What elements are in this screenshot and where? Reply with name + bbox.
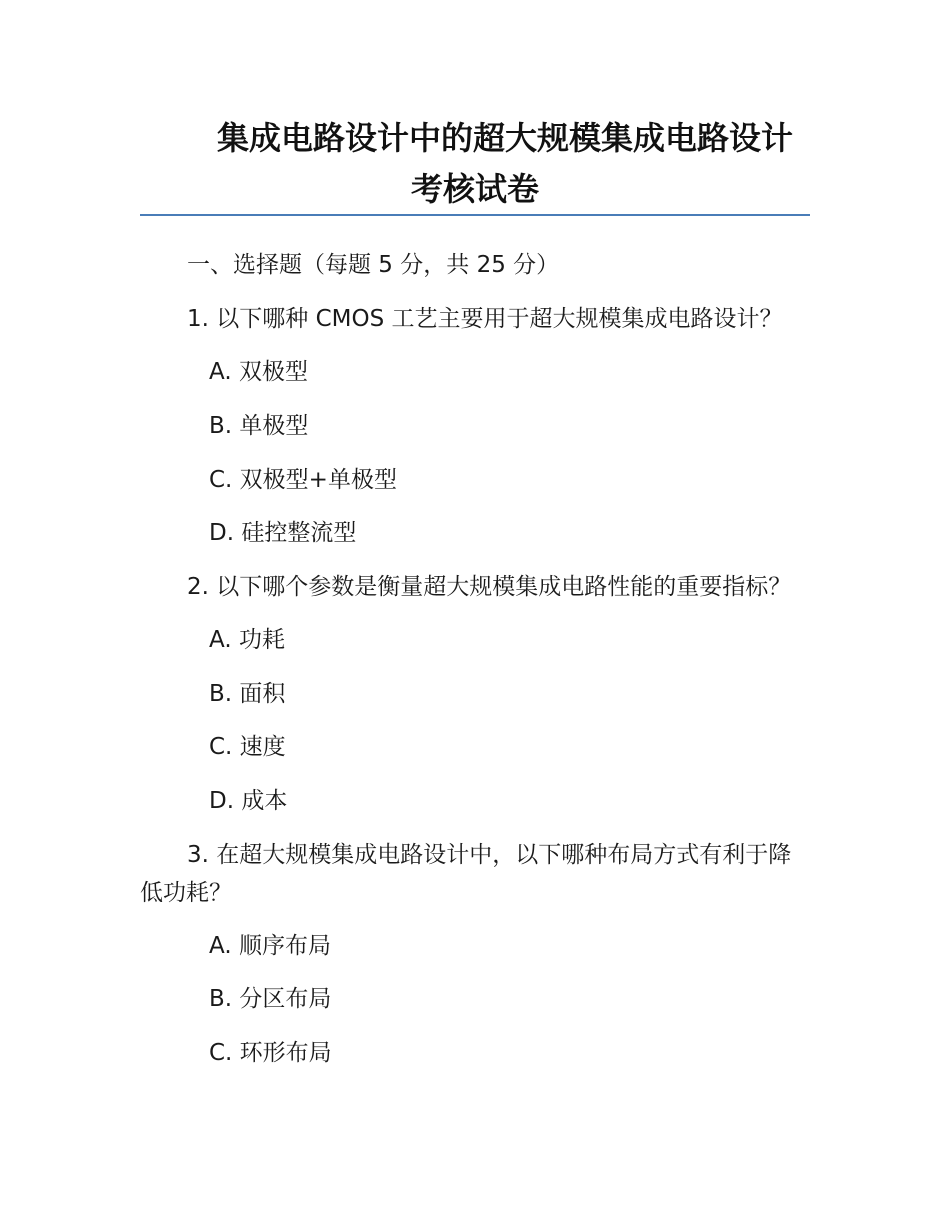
question-2-option-c: C. 速度 [209, 734, 286, 760]
question-2-option-a: A. 功耗 [209, 627, 285, 653]
question-1-option-a: A. 双极型 [209, 359, 308, 385]
question-1-option-b: B. 单极型 [209, 413, 309, 439]
question-3-option-a: A. 顺序布局 [209, 933, 331, 959]
document-title-line-2: 考核试卷 [410, 170, 539, 208]
document-title-line-1: 集成电路设计中的超大规模集成电路设计 [216, 119, 793, 157]
question-1-text: 1. 以下哪种 CMOS 工艺主要用于超大规模集成电路设计？ [187, 306, 783, 332]
question-1-option-c: C. 双极型+单极型 [209, 467, 397, 493]
title-divider [140, 214, 810, 216]
question-2-option-d: D. 成本 [209, 788, 288, 814]
question-3-option-b: B. 分区布局 [209, 986, 332, 1012]
question-3-text: 3. 在超大规模集成电路设计中，以下哪种布局方式有利于降低功耗？ [140, 842, 792, 906]
question-1-option-d: D. 硅控整流型 [209, 520, 357, 546]
question-2-text: 2. 以下哪个参数是衡量超大规模集成电路性能的重要指标？ [187, 574, 792, 600]
section-heading: 一、选择题（每题 5 分，共 25 分） [187, 252, 560, 278]
question-2-option-b: B. 面积 [209, 681, 286, 707]
question-3-option-c: C. 环形布局 [209, 1040, 332, 1066]
